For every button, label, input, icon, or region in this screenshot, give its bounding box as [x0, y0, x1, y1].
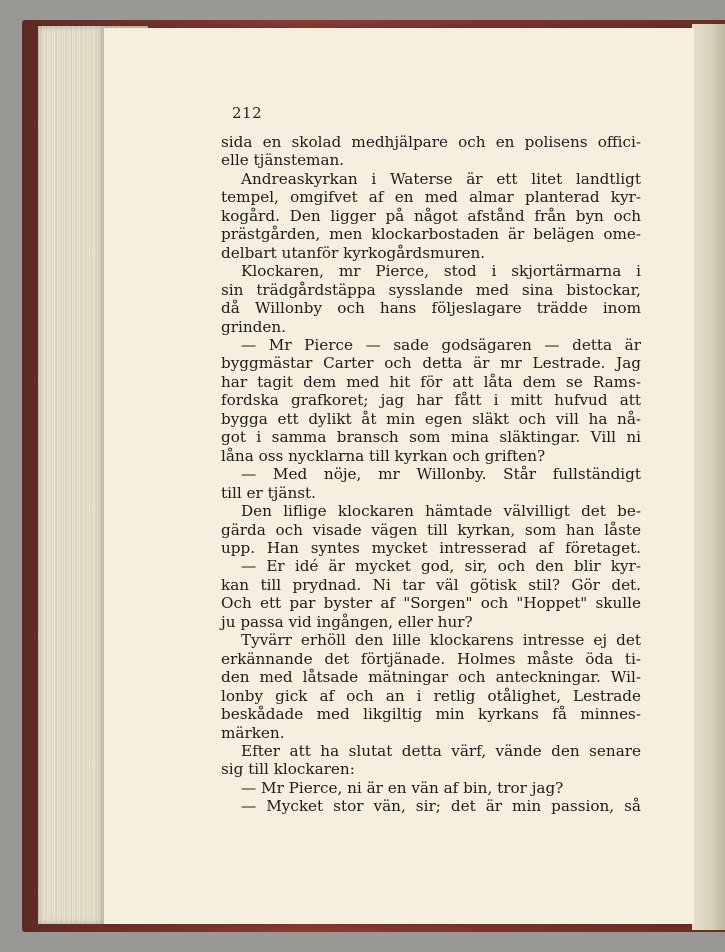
page-number: 212: [232, 104, 263, 122]
text-line: den med låtsade mätningar och anteckningar. Wil-: [221, 668, 641, 687]
text-line: Den liflige klockaren hämtade välvilligt det be-: [241, 502, 641, 521]
text-line: — Med nöje, mr Willonby. Står fullständigt: [241, 465, 641, 484]
text-line: till er tjänst.: [221, 483, 316, 502]
text-line: då Willonby och hans följeslagare trädde inom: [221, 299, 641, 318]
body-text: [221, 133, 641, 816]
text-line: upp. Han syntes mycket intresserad af företaget.: [221, 538, 641, 557]
text-line: märken.: [221, 723, 285, 742]
text-line: prästgården, men klockarbostaden är belägen ome-: [221, 225, 641, 244]
text-line: ju passa vid ingången, eller hur?: [221, 612, 473, 631]
text-line: tempel, omgifvet af en med almar planterad kyr-: [221, 188, 641, 207]
text-line: got i samma bransch som mina släktingar. Vill ni: [221, 428, 641, 447]
text-line: — Er idé är mycket god, sir, och den blir kyr-: [241, 557, 641, 576]
text-line: sig till klockaren:: [221, 760, 355, 779]
text-line: gärda och visade vägen till kyrkan, som han låste: [221, 520, 641, 539]
text-line: grinden.: [221, 317, 286, 336]
text-line: fordska grafkoret; jag har fått i mitt hufvud att: [221, 391, 641, 410]
text-line: kogård. Den ligger på något afstånd från byn och: [221, 206, 641, 225]
text-line: — Mycket stor vän, sir; det är min passion, så: [241, 797, 641, 816]
text-line: Andreaskyrkan i Waterse är ett litet landtligt: [241, 169, 641, 188]
text-line: lonby gick af och an i retlig otålighet, Lestrade: [221, 686, 641, 705]
text-line: sin trädgårdstäppa sysslande med sina bistockar,: [221, 280, 641, 299]
text-line: elle tjänsteman.: [221, 151, 345, 170]
text-line: kan till prydnad. Ni tar väl götisk stil? Gör det.: [221, 575, 641, 594]
text-line: erkännande det förtjänade. Holmes måste öda ti-: [221, 649, 641, 668]
text-line: delbart utanför kyrkogårdsmuren.: [221, 243, 486, 262]
text-line: Efter att ha slutat detta värf, vände den senare: [241, 741, 641, 760]
text-line: Klockaren, mr Pierce, stod i skjortärmarna i: [241, 262, 641, 281]
text-line: har tagit dem med hit för att låta dem se Rams-: [221, 372, 641, 391]
text-line: byggmästar Carter och detta är mr Lestrade. Jag: [221, 354, 641, 373]
text-line: beskådade med likgiltig min kyrkans få minnes-: [221, 705, 641, 724]
text-line: — Mr Pierce — sade godsägaren — detta är: [241, 335, 641, 354]
text-line: sida en skolad medhjälpare och en polisens offici-: [221, 133, 641, 151]
text-line: bygga ett dylikt åt min egen släkt och vill ha nå-: [221, 409, 641, 428]
text-line: Tyvärr erhöll den lille klockarens intresse ej det: [241, 631, 641, 650]
facing-page-edge: [692, 24, 725, 930]
text-line: — Mr Pierce, ni är en vän af bin, tror jag?: [241, 778, 564, 797]
text-line: låna oss nycklarna till kyrkan och griften?: [221, 446, 546, 465]
text-line: Och ett par byster af "Sorgen" och "Hoppet" skulle: [221, 594, 641, 613]
